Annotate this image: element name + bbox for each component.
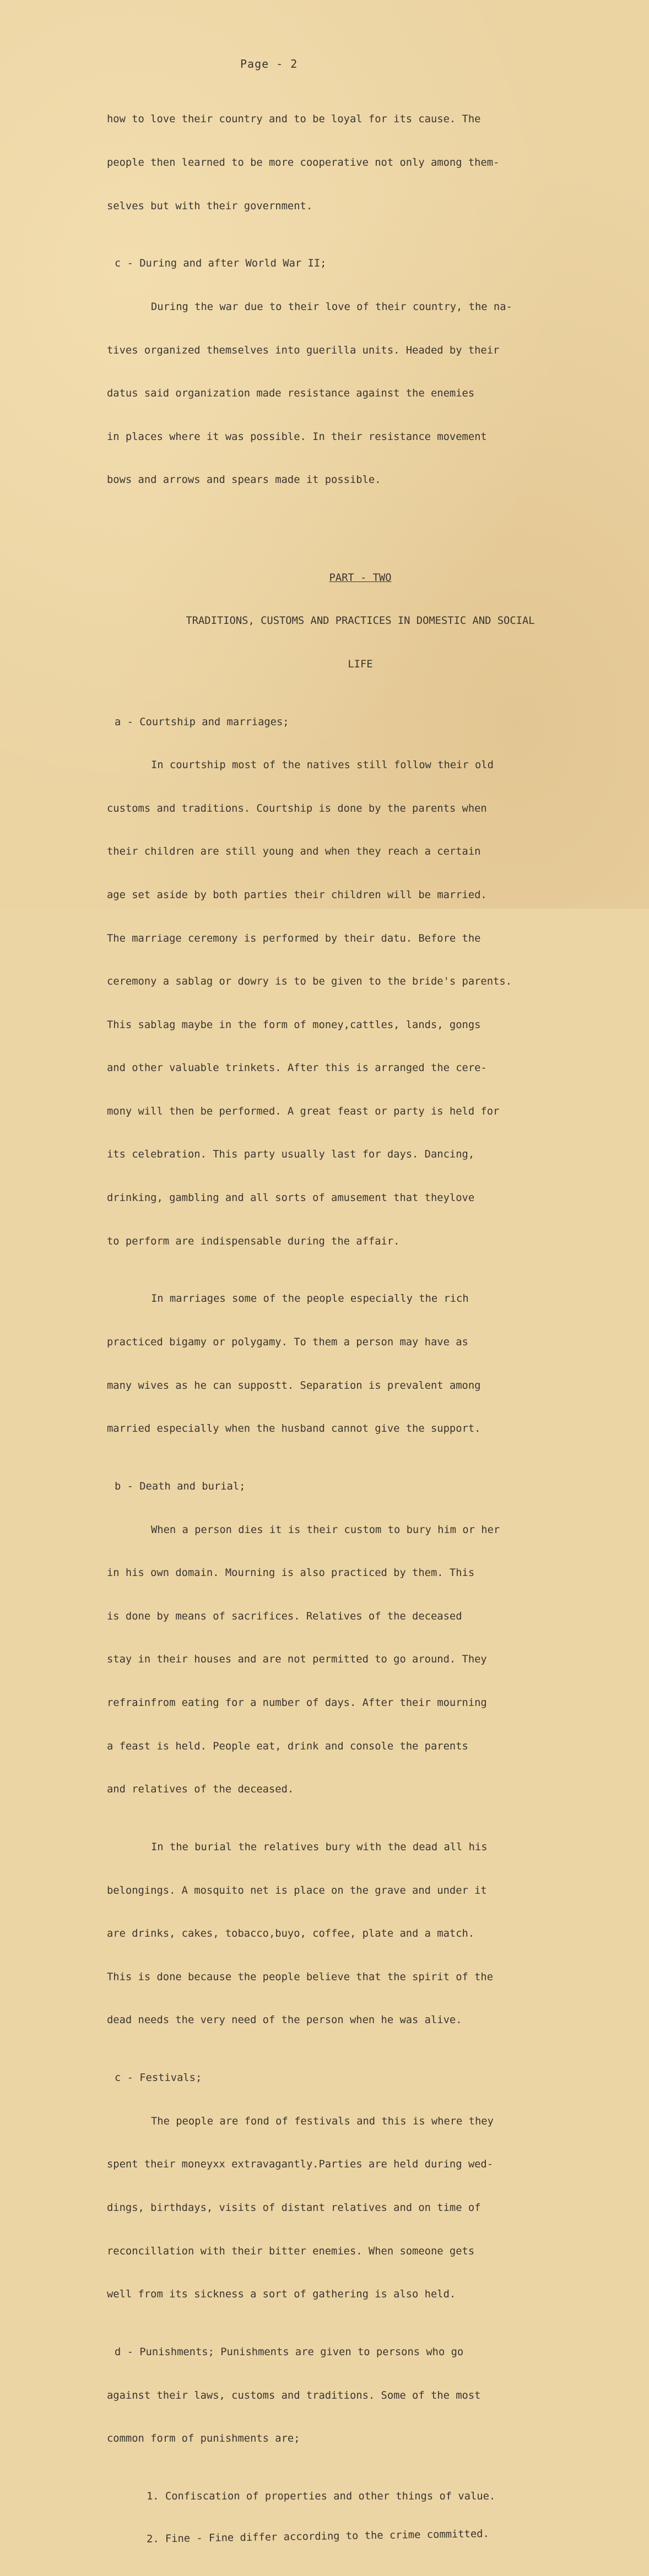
list-item: 1. Confiscation of properties and other things of value.: [147, 2490, 496, 2502]
text-line: reconcillation with their bitter enemies. When someone gets: [107, 2245, 475, 2257]
text-line: against their laws, customs and traditions. Some of the most: [107, 2389, 481, 2401]
text-line: The marriage ceremony is performed by their datu. Before the: [107, 932, 481, 944]
text-line: are drinks, cakes, tobacco,buyo, coffee, plate and a match.: [107, 1928, 475, 1940]
text-line: datus said organization made resistance against the enemies: [107, 388, 475, 400]
text-line: spent their moneyxx extravagantly.Parties are held during wed-: [107, 2159, 494, 2171]
text-line: practiced bigamy or polygamy. To them a person may have as: [107, 1336, 468, 1349]
text-line: drinking, gambling and all sorts of amusement that theylove: [107, 1192, 475, 1204]
section-title: TRADITIONS, CUSTOMS AND PRACTICES IN DOMESTIC AND SOCIAL: [186, 615, 535, 627]
text-line: The people are fond of festivals and this is where they: [151, 2115, 494, 2127]
text-line: ceremony a sablag or dowry is to be given to the bride's parents.: [107, 976, 512, 988]
list-item: 2. Fine - Fine differ according to the crime committed.: [146, 2528, 489, 2545]
text-line: is done by means of sacrifices. Relatives of the deceased: [107, 1610, 462, 1622]
part-heading: [107, 571, 614, 585]
text-line: tives organized themselves into guerilla units. Headed by their: [107, 344, 500, 356]
text-line: to perform are indispensable during the affair.: [107, 1235, 400, 1247]
text-line: In the burial the relatives bury with the dead all his: [151, 1841, 488, 1853]
text-line: in places where it was possible. In their resistance movement: [107, 431, 487, 443]
text-line: and other valuable trinkets. After this is arranged the cere-: [107, 1062, 487, 1074]
text-line: In marriages some of the people especially the rich: [151, 1293, 469, 1305]
text-line: age set aside by both parties their children will be married.: [107, 889, 487, 901]
text-line: During the war due to their love of their country, the na-: [151, 301, 512, 313]
section-title: LIFE: [348, 658, 373, 670]
text-line: dead needs the very need of the person when he was alive.: [107, 2014, 462, 2026]
text-line: This is done because the people believe that the spirit of the: [107, 1971, 494, 1983]
text-line: When a person dies it is their custom to bury him or her: [151, 1524, 500, 1536]
text-line: stay in their houses and are not permitted to go around. They: [107, 1654, 487, 1666]
text-line: In courtship most of the natives still follow their old: [151, 759, 494, 771]
document-body: [107, 84, 614, 2576]
part-title: PART - TWO: [329, 572, 392, 584]
text-line: bows and arrows and spears made it possible.: [107, 474, 381, 486]
page-number: Page - 2: [240, 57, 298, 70]
subheading-festivals: c - Festivals;: [115, 2072, 202, 2084]
text-line: in his own domain. Mourning is also practiced by them. This: [107, 1567, 475, 1579]
text-line: customs and traditions. Courtship is done by the parents when: [107, 802, 487, 814]
text-line: well from its sickness a sort of gathering is also held.: [107, 2289, 456, 2301]
text-line: mony will then be performed. A great feast or party is held for: [107, 1105, 500, 1117]
text-line: many wives as he can suppostt. Separation is prevalent among: [107, 1379, 481, 1392]
text-line: how to love their country and to be loyal for its cause. The: [107, 113, 481, 126]
text-line: selves but with their government.: [107, 200, 313, 212]
text-line: common form of punishments are;: [107, 2433, 300, 2445]
text-line: married especially when the husband cannot give the support.: [107, 1423, 481, 1435]
text-line: refrainfrom eating for a number of days. After their mourning: [107, 1697, 487, 1709]
text-line: people then learned to be more cooperative not only among them-: [107, 157, 500, 169]
text-line: their children are still young and when they reach a certain: [107, 846, 481, 858]
text-line: dings, birthdays, visits of distant relatives and on time of: [107, 2202, 481, 2214]
subheading-punishments: d - Punishments; Punishments are given to persons who go: [115, 2346, 464, 2358]
text-line: its celebration. This party usually last for days. Dancing,: [107, 1149, 475, 1161]
subheading-courtship: a - Courtship and marriages;: [115, 716, 289, 728]
subheading-death: b - Death and burial;: [115, 1481, 246, 1493]
text-line: and relatives of the deceased.: [107, 1784, 294, 1796]
text-line: This sablag maybe in the form of money,cattles, lands, gongs: [107, 1019, 481, 1031]
text-line: belongings. A mosquito net is place on the grave and under it: [107, 1884, 487, 1896]
subheading-world-war: c - During and after World War II;: [115, 258, 327, 270]
text-line: a feast is held. People eat, drink and console the parents: [107, 1740, 468, 1752]
